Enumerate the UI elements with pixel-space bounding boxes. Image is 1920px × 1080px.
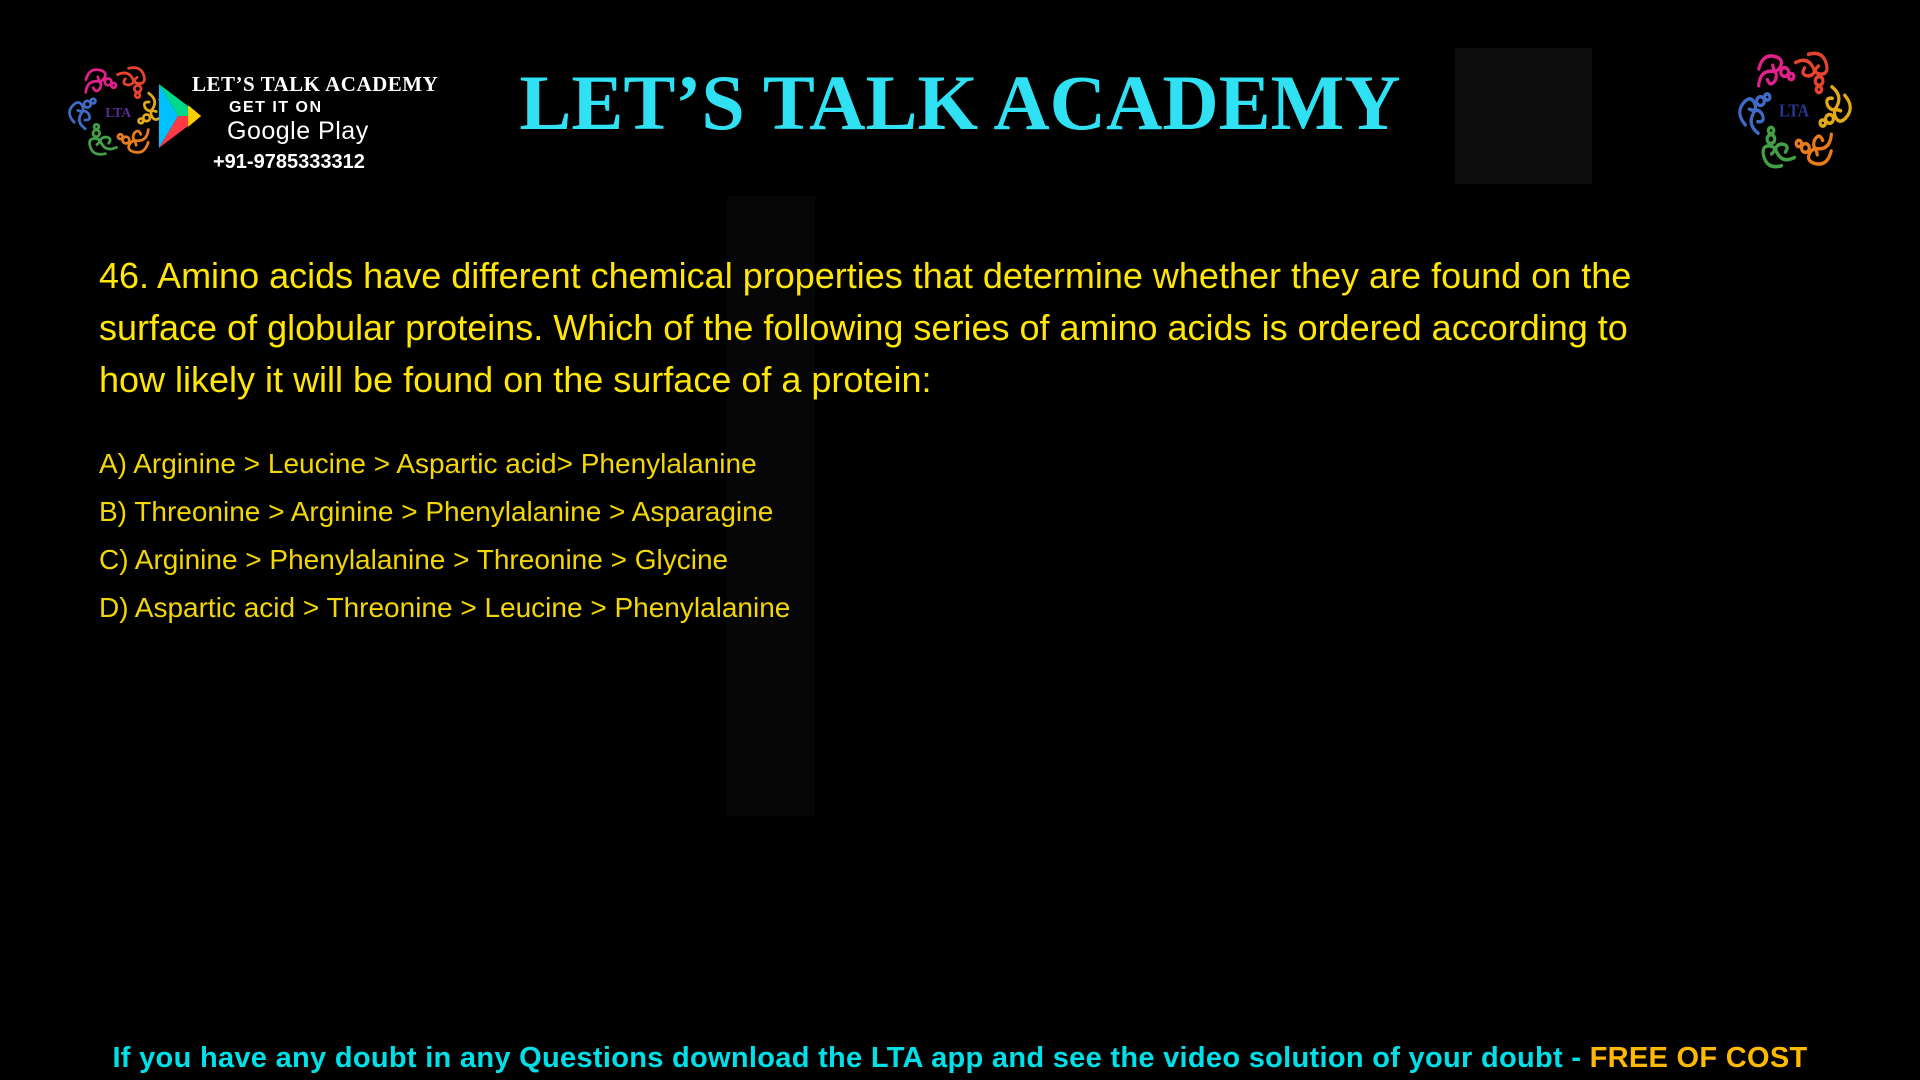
lta-logo-left-label: LTA	[105, 104, 132, 120]
option-a[interactable]: A) Arginine > Leucine > Aspartic acid> Phenylalanine	[99, 448, 757, 479]
lta-logo-right-label: LTA	[1779, 100, 1810, 121]
option-c[interactable]: C) Arginine > Phenylalanine > Threonine > Glycine	[99, 544, 729, 575]
question-line-1: 46. Amino acids have different chemical properties that determine whether they are found on the	[99, 255, 1632, 296]
badge-phone-number: +91-9785333312	[213, 151, 365, 173]
badge-get-it-on-label: GET IT ON	[229, 99, 323, 116]
badge-academy-label: LET’S TALK ACADEMY	[192, 72, 439, 96]
google-play-badge[interactable]	[155, 72, 439, 177]
footer-message: If you have any doubt in any Questions download the LTA app and see the video solution of your doubt -	[112, 1042, 1582, 1074]
footer-banner	[0, 1042, 1920, 1075]
page-title: LET’S TALK ACADEMY	[519, 59, 1401, 146]
footer-highlight: FREE OF COST	[1589, 1042, 1808, 1074]
question-text	[99, 250, 1631, 406]
option-b[interactable]: B) Threonine > Arginine > Phenylalanine > Asparagine	[99, 496, 774, 527]
options-list	[99, 440, 790, 632]
lta-logo-right-icon	[1738, 46, 1852, 174]
question-line-2: surface of globular proteins. Which of the following series of amino acids is ordered according to	[99, 307, 1628, 348]
lta-logo-left-icon	[68, 62, 166, 160]
question-line-3: how likely it will be found on the surface of a protein:	[99, 359, 932, 400]
badge-google-play-label: Google Play	[227, 117, 369, 145]
option-d[interactable]: D) Aspartic acid > Threonine > Leucine > Phenylalanine	[99, 592, 791, 623]
background-rectangle	[1455, 48, 1592, 184]
